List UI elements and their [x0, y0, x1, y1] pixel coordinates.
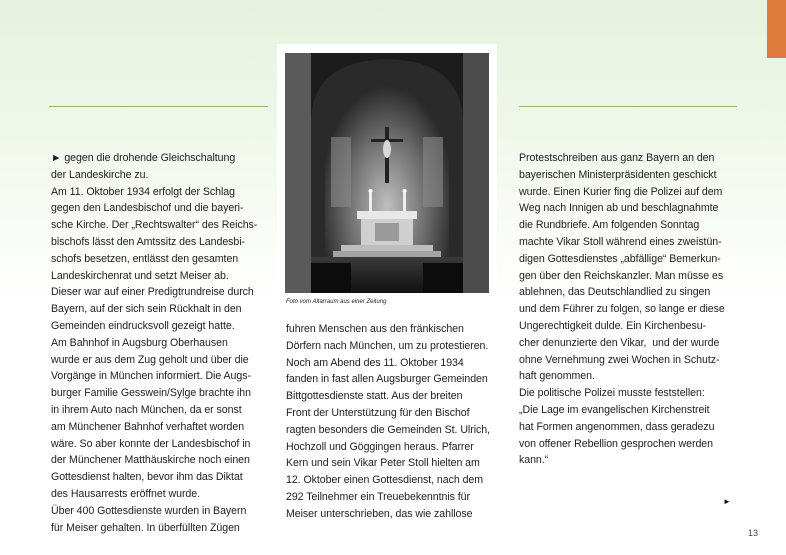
text-line: Am Bahnhof in Augsburg Oberhausen	[51, 336, 228, 349]
text-line: bayerischen Ministerpräsidenten geschickt	[519, 168, 717, 181]
text-line: Meiser unterschrieben, das wie zahllose	[286, 507, 473, 520]
left-text-column	[51, 150, 257, 536]
text-line: in ihrem Auto nach München, da er sonst	[51, 403, 242, 416]
text-line: 12. Oktober einen Gottesdienst, nach dem	[286, 474, 484, 487]
text-line: bischofs lässt den Amtssitz des Landesbi-	[51, 235, 246, 248]
page-number: 13	[748, 528, 759, 538]
right-divider-rule	[519, 106, 737, 107]
page-corner-tab	[767, 0, 786, 58]
text-line: von offener Rebellion gesprochen werden	[519, 437, 713, 450]
text-line: der Landeskirche zu.	[51, 168, 149, 181]
text-line: wurde. Einen Kurier fing die Polizei auf dem	[519, 185, 723, 198]
text-line: der Münchener Matthäuskirche noch einen	[51, 454, 250, 467]
photo-caption: Foto vom Altarraum aus einer Zeitung	[286, 299, 387, 305]
text-line: kann.“	[519, 454, 549, 467]
text-line: die Rundbriefe. Am folgenden Sonntag	[519, 219, 700, 232]
text-line: fuhren Menschen aus den fränkischen	[286, 323, 464, 335]
text-line: wäre. So aber konnte der Landesbischof in	[51, 437, 251, 450]
text-line: 292 Teilnehmer ein Treuebekenntnis für	[286, 490, 471, 503]
text-line: ohne Vernehmung zwei Wochen in Schutz-	[519, 353, 720, 366]
text-line: gen über den Reichskanzler. Man müsse es	[519, 269, 724, 282]
text-line: Landeskirchenrat und setzt Meiser ab.	[51, 269, 229, 282]
text-line: Dörfern nach München, um zu protestieren.	[286, 339, 489, 352]
text-line: Am 11. Oktober 1934 erfolgt der Schlag	[51, 185, 235, 198]
text-line: digen Gottesdienstes „abfällige“ Bemerkun-	[519, 252, 721, 265]
right-text-column	[519, 150, 725, 469]
text-line: ablehnen, das Deutschlandlied zu singen	[519, 286, 711, 299]
text-line: Gottesdienst halten, bevor ihm das Diktat	[51, 471, 243, 484]
text-line: wurde er aus dem Zug geholt und über die	[51, 353, 249, 366]
text-line: Bayern, auf der sich sein Rückhalt in den	[51, 303, 242, 316]
text-line: Bittgottesdienste statt. Aus der breiten	[286, 390, 463, 403]
text-line: Dieser war auf einer Predigtrundreise durch	[51, 286, 254, 299]
text-line: sche Kirche. Der „Rechtswalter“ des Reichs-	[51, 219, 258, 232]
text-line: und dem Führer zu folgen, so lange er diese	[519, 303, 725, 316]
text-line: gegen den Landesbischof und die bayeri-	[51, 202, 244, 215]
church-altar-photo	[285, 53, 489, 293]
text-line: am Münchener Bahnhof verhaftet worden	[51, 420, 245, 433]
text-line: Kern und sein Vikar Peter Stoll hielten am	[286, 457, 480, 470]
text-line: Über 400 Gottesdienste wurden in Bayern	[51, 504, 247, 517]
text-line: hat Formen angenommen, dass geradezu	[519, 420, 715, 433]
text-line: des Hausarrests eröffnet wurde.	[51, 487, 200, 500]
text-line: ragten besonders die Gemeinden St. Ulrich,	[286, 423, 491, 436]
text-line: Weg nach Innigen ab und beschlagnahmte	[519, 202, 719, 215]
text-line: Hochzoll und Göggingen heraus. Pfarrer	[286, 440, 474, 453]
text-line: fanden in fast allen Augsburger Gemeinden	[286, 373, 488, 386]
text-line: cher denunzierte den Vikar, und der wurde	[519, 336, 720, 349]
left-divider-rule	[49, 106, 268, 107]
text-line: Ungerechtigkeit dulde. Ein Kirchenbesu-	[519, 319, 707, 332]
text-line: schofs besetzen, entlässt den gesamten	[51, 252, 239, 265]
middle-text-column	[286, 321, 490, 523]
text-line: Gemeinden eindrucksvoll gezeigt hatte.	[51, 319, 235, 332]
text-line: burger Familie Gesswein/Sylge brachte ihn	[51, 387, 251, 400]
continue-arrow-icon: ►	[723, 497, 731, 506]
text-line: Die politische Polizei musste feststellen:	[519, 387, 705, 400]
text-line: für Meiser gehalten. In überfüllten Zügen	[51, 521, 240, 534]
text-line: ► gegen die drohende Gleichschaltung	[51, 152, 236, 164]
text-line: Vorgänge in München informiert. Die Augs-	[51, 370, 251, 383]
text-line: haft genommen.	[519, 370, 595, 383]
text-line: Front der Unterstützung für den Bischof	[286, 406, 470, 419]
text-line: Protestschreiben aus ganz Bayern an den	[519, 152, 715, 164]
text-line: „Die Lage im evangelischen Kirchenstreit	[519, 403, 710, 416]
text-line: Noch am Abend des 11. Oktober 1934	[286, 356, 464, 369]
text-line: machte Vikar Stoll während eines zweistün-	[519, 235, 722, 248]
